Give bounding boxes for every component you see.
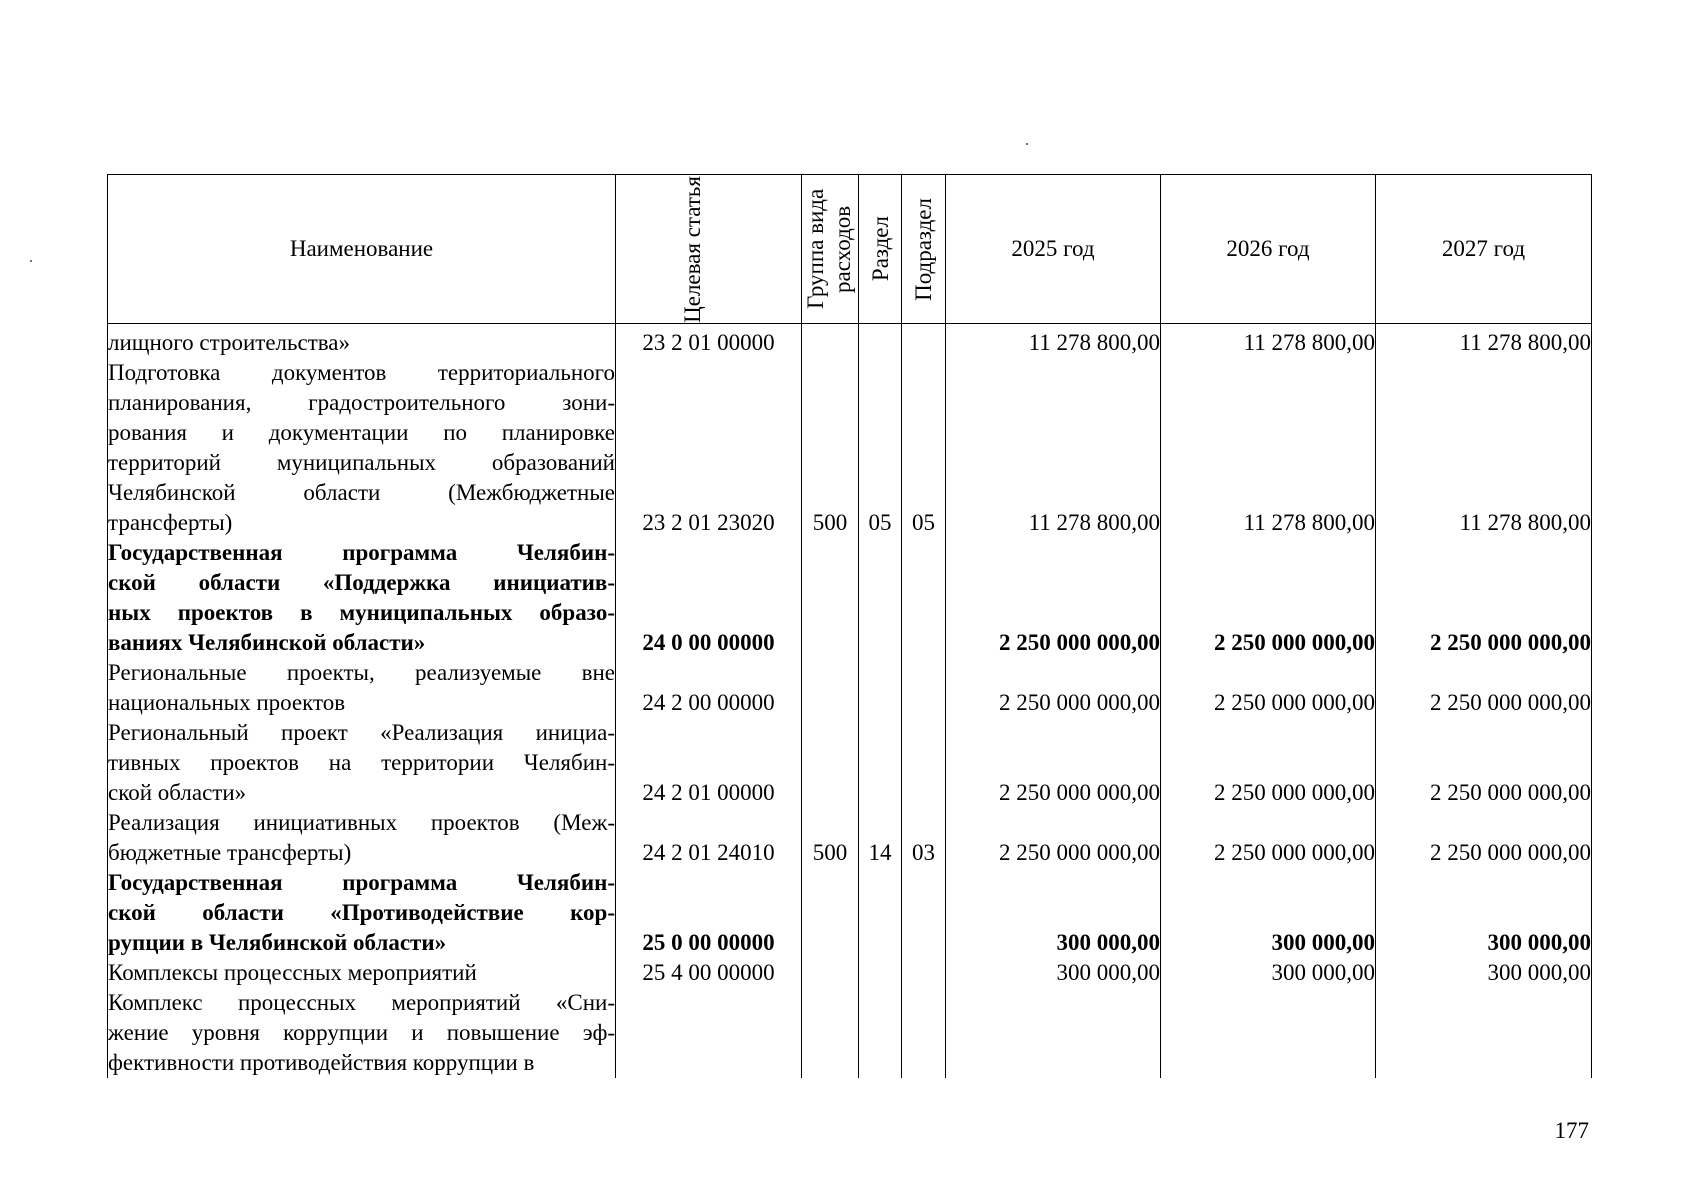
row-amount-2026: 11 278 800,00: [1161, 358, 1376, 538]
row-name-line: национальных проектов: [108, 690, 346, 715]
row-subsection: [902, 718, 946, 808]
row-target-article: 25 0 00 00000: [616, 868, 802, 958]
row-section: [859, 718, 902, 808]
row-expense-group: [802, 988, 859, 1078]
row-name-line: Государственная программа Челябин-: [108, 870, 615, 895]
row-expense-group: 500: [802, 358, 859, 538]
row-amount-2026: 2 250 000 000,00: [1161, 718, 1376, 808]
scan-speck: [30, 260, 32, 262]
row-target-article: 24 0 00 00000: [616, 538, 802, 658]
row-amount-2027: 11 278 800,00: [1376, 324, 1592, 359]
row-subsection: 03: [902, 808, 946, 868]
header-target-article: Целевая статья: [616, 175, 802, 324]
row-name: [108, 868, 616, 958]
row-section: [859, 868, 902, 958]
row-amount-2026: 300 000,00: [1161, 958, 1376, 988]
row-subsection: 05: [902, 358, 946, 538]
row-amount-2025: 300 000,00: [946, 868, 1161, 958]
row-name-line: территорий муниципальных образований: [108, 450, 615, 475]
header-name: Наименование: [108, 175, 616, 324]
row-target-article: 25 4 00 00000: [616, 958, 802, 988]
row-amount-2027: 2 250 000 000,00: [1376, 808, 1592, 868]
table-row: [108, 868, 1592, 958]
row-name-line: Челябинской области (Межбюджетные: [108, 480, 615, 505]
row-target-article: 23 2 01 23020: [616, 358, 802, 538]
row-expense-group: [802, 658, 859, 718]
row-target-article: 24 2 01 24010: [616, 808, 802, 868]
row-expense-group: [802, 868, 859, 958]
scan-speck: [1026, 143, 1028, 145]
row-expense-group: [802, 718, 859, 808]
row-name-line: ской области»: [108, 780, 247, 805]
header-2025: 2025 год: [946, 175, 1161, 324]
row-amount-2025: [946, 988, 1161, 1078]
row-amount-2026: 300 000,00: [1161, 868, 1376, 958]
row-amount-2026: [1161, 988, 1376, 1078]
row-name-line: Региональный проект «Реализация инициа-: [108, 720, 615, 745]
row-name-line: ской области «Поддержка инициатив-: [108, 570, 615, 595]
header-2027: 2027 год: [1376, 175, 1592, 324]
row-target-article: [616, 988, 802, 1078]
row-amount-2027: [1376, 988, 1592, 1078]
table-row: [108, 958, 1592, 988]
row-expense-group: 500: [802, 808, 859, 868]
row-amount-2025: 300 000,00: [946, 958, 1161, 988]
row-subsection: [902, 324, 946, 359]
row-subsection: [902, 988, 946, 1078]
row-expense-group: [802, 958, 859, 988]
row-name-line: лищного строительства»: [108, 330, 351, 355]
row-name: [108, 958, 616, 988]
row-name: [108, 808, 616, 868]
row-amount-2025: 2 250 000 000,00: [946, 538, 1161, 658]
row-name-line: фективности противодействия коррупции в: [108, 1050, 535, 1075]
row-name-line: тивных проектов на территории Челябин-: [108, 750, 615, 775]
row-amount-2025: 2 250 000 000,00: [946, 718, 1161, 808]
row-name-line: жение уровня коррупции и повышение эф-: [108, 1020, 615, 1045]
row-subsection: [902, 958, 946, 988]
row-amount-2026: 11 278 800,00: [1161, 324, 1376, 359]
table-row: [108, 718, 1592, 808]
row-amount-2027: 11 278 800,00: [1376, 358, 1592, 538]
budget-table: [107, 174, 1592, 1078]
row-subsection: [902, 658, 946, 718]
table-row: [108, 808, 1592, 868]
header-subsection: Подраздел: [902, 175, 946, 324]
row-amount-2027: 2 250 000 000,00: [1376, 718, 1592, 808]
row-name-line: Реализация инициативных проектов (Меж-: [108, 810, 615, 835]
table-row: [108, 988, 1592, 1078]
header-expense-group: Группа вида расходов: [802, 175, 859, 324]
row-name-line: трансферты): [108, 510, 233, 535]
row-name-line: Региональные проекты, реализуемые вне: [108, 660, 615, 685]
row-name-line: планирования, градостроительного зони-: [108, 390, 615, 415]
table-row: [108, 324, 1592, 359]
header-2026: 2026 год: [1161, 175, 1376, 324]
row-amount-2027: 300 000,00: [1376, 958, 1592, 988]
row-section: [859, 988, 902, 1078]
row-target-article: 24 2 00 00000: [616, 658, 802, 718]
row-target-article: 24 2 01 00000: [616, 718, 802, 808]
row-section: [859, 324, 902, 359]
row-amount-2025: 2 250 000 000,00: [946, 808, 1161, 868]
row-amount-2027: 300 000,00: [1376, 868, 1592, 958]
row-subsection: [902, 538, 946, 658]
row-amount-2027: 2 250 000 000,00: [1376, 538, 1592, 658]
page-number: 177: [1554, 1118, 1589, 1143]
header-section: Раздел: [859, 175, 902, 324]
row-subsection: [902, 868, 946, 958]
row-name: [108, 538, 616, 658]
row-amount-2026: 2 250 000 000,00: [1161, 808, 1376, 868]
row-name: [108, 324, 616, 359]
row-name-line: Подготовка документов территориального: [108, 360, 615, 385]
row-amount-2027: 2 250 000 000,00: [1376, 658, 1592, 718]
row-name-line: бюджетные трансферты): [108, 840, 352, 865]
table-header-row: [108, 175, 1592, 324]
row-name: [108, 718, 616, 808]
row-amount-2025: 2 250 000 000,00: [946, 658, 1161, 718]
row-amount-2025: 11 278 800,00: [946, 324, 1161, 359]
row-section: [859, 958, 902, 988]
row-amount-2025: 11 278 800,00: [946, 358, 1161, 538]
row-name-line: ваниях Челябинской области»: [108, 630, 426, 655]
row-section: 05: [859, 358, 902, 538]
row-section: 14: [859, 808, 902, 868]
table-row: [108, 358, 1592, 538]
table-body: [108, 324, 1592, 1079]
row-name-line: рования и документации по планировке: [108, 420, 615, 445]
row-name-line: рупции в Челябинской области»: [108, 930, 447, 955]
row-name: [108, 358, 616, 538]
row-expense-group: [802, 538, 859, 658]
row-name-line: ных проектов в муниципальных образо-: [108, 600, 615, 625]
row-expense-group: [802, 324, 859, 359]
row-name: [108, 658, 616, 718]
row-name-line: ской области «Противодействие кор-: [108, 900, 615, 925]
row-section: [859, 658, 902, 718]
row-target-article: 23 2 01 00000: [616, 324, 802, 359]
row-name-line: Государственная программа Челябин-: [108, 540, 615, 565]
row-section: [859, 538, 902, 658]
table-row: [108, 538, 1592, 658]
row-name-line: Комплекс процессных мероприятий «Сни-: [108, 990, 615, 1015]
row-amount-2026: 2 250 000 000,00: [1161, 658, 1376, 718]
row-name: [108, 988, 616, 1078]
row-name-line: Комплексы процессных мероприятий: [108, 960, 477, 985]
row-amount-2026: 2 250 000 000,00: [1161, 538, 1376, 658]
table-row: [108, 658, 1592, 718]
